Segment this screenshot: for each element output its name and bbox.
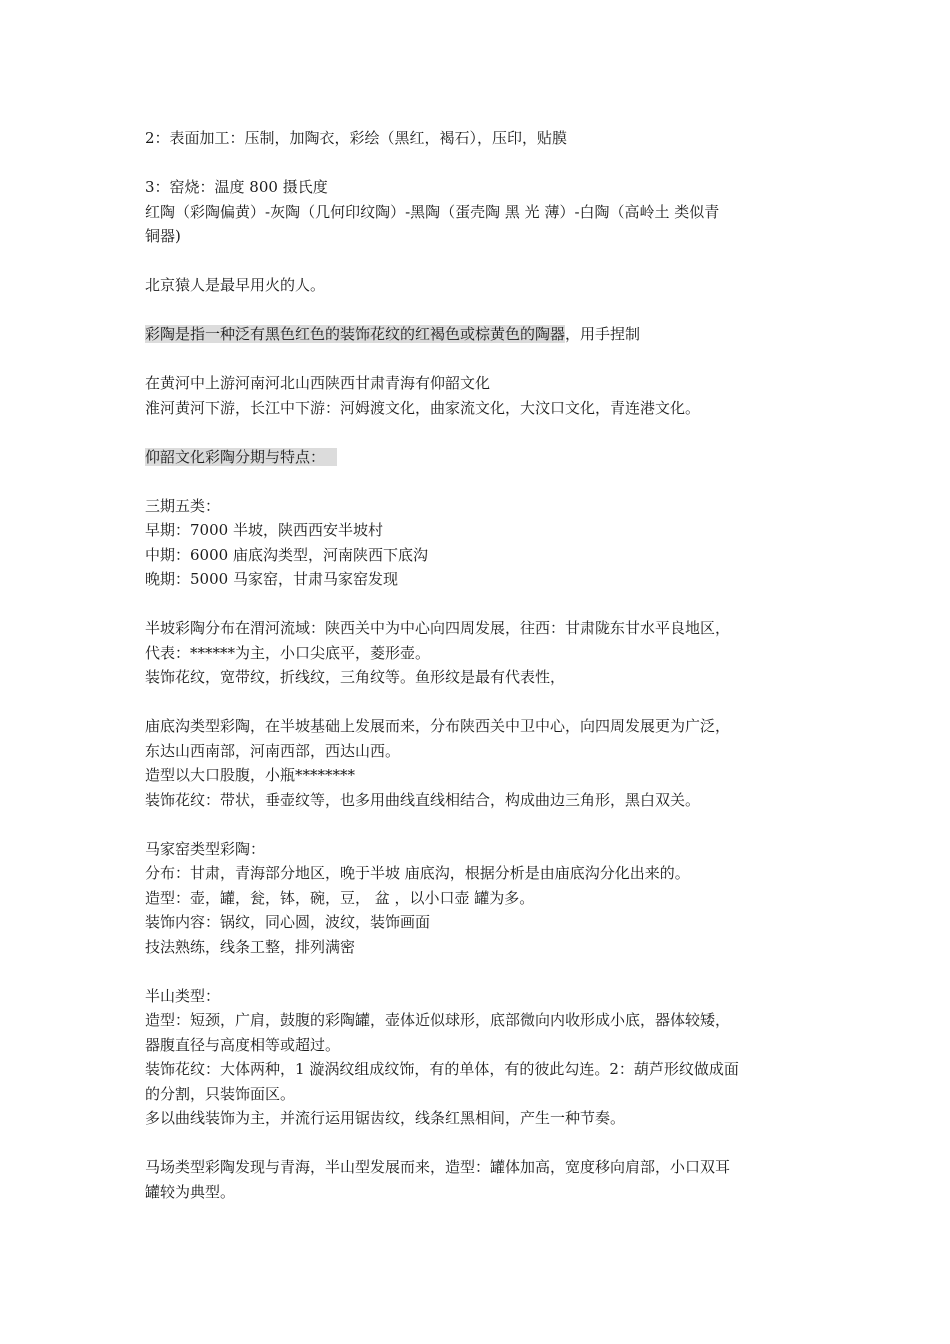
paragraph-gap <box>145 469 810 494</box>
text-line: 装饰花纹：带状，垂壶纹等，也多用曲线直线相结合，构成曲边三角形，黑白双关。 <box>145 790 701 809</box>
paragraph-gap <box>145 812 810 837</box>
highlighted-paragraph <box>145 322 810 347</box>
text-line: 代表：******为主，小口尖底平，菱形壶。 <box>145 643 431 662</box>
text-line-tail: ，用手捏制 <box>565 325 641 343</box>
text-line: 罐较为典型。 <box>145 1182 236 1201</box>
text-line: 马场类型彩陶发现与青海，半山型发展而来，造型：罐体加高，宽度移向肩部，小口双耳 <box>145 1158 731 1176</box>
text-line: 东达山西南部，河南西部，西达山西。 <box>145 741 401 760</box>
highlighted-text: 彩陶是指一种泛有黑色红色的装饰花纹的红褐色或棕黄色的陶器 <box>145 325 566 343</box>
text-line: 技法熟练，线条工整，排列满密 <box>145 937 356 956</box>
text-line: 造型：短颈，广肩，鼓腹的彩陶罐，壶体近似球形，底部微向内收形成小底，器体较矮， <box>145 1011 731 1029</box>
text-line: 装饰花纹，宽带纹，折线纹，三角纹等。鱼形纹是最有代表性， <box>145 668 566 686</box>
text-line: 三期五类： <box>145 496 221 515</box>
text-line: 2：表面加工：压制，加陶衣，彩绘（黑红，褐石），压印，贴膜 <box>145 129 568 147</box>
text-line: 中期：6000 庙底沟类型，河南陕西下底沟 <box>145 545 428 564</box>
document-page <box>145 126 810 1204</box>
text-line: 器腹直径与高度相等或超过。 <box>145 1035 341 1054</box>
text-line: 分布：甘肃，青海部分地区，晚于半坡 庙底沟，根据分析是由庙底沟分化出来的。 <box>145 864 690 882</box>
text-line: 造型：壶，罐，瓮，钵，碗，豆， 盆 ，以小口壶 罐为多。 <box>145 888 535 907</box>
paragraph-gap <box>145 347 810 372</box>
text-line: 在黄河中上游河南河北山西陕西甘肃青海有仰韶文化 <box>145 374 491 392</box>
text-line: 3：窑烧：温度 800 摄氏度 <box>145 178 328 196</box>
text-line: 北京猿人是最早用火的人。 <box>145 276 326 294</box>
paragraph-gap <box>145 298 810 323</box>
text-line: 装饰内容：锅纹，同心圆，波纹，装饰画面 <box>145 913 431 931</box>
text-line: 马家窑类型彩陶： <box>145 839 266 858</box>
section-heading-line <box>145 445 810 470</box>
paragraph-gap <box>145 1131 810 1156</box>
text-line: 早期：7000 半坡，陕西西安半坡村 <box>145 521 383 539</box>
section-heading: 仰韶文化彩陶分期与特点： <box>145 448 337 466</box>
text-line: 红陶（彩陶偏黄）-灰陶（几何印纹陶）-黑陶（蛋壳陶 黑 光 薄）-白陶（高岭土 类似青 <box>145 202 720 221</box>
text-line: 装饰花纹：大体两种，1 漩涡纹组成纹饰，有的单体，有的彼此勾连。2：葫芦形纹做成面 <box>145 1060 739 1078</box>
text-line: 晚期：5000 马家窑，甘肃马家窑发现 <box>145 570 398 588</box>
text-line: 的分割，只装饰面区。 <box>145 1084 296 1103</box>
paragraph-gap <box>145 420 810 445</box>
paragraph-gap <box>145 592 810 617</box>
paragraph-gap <box>145 690 810 715</box>
text-line: 造型以大口股腹，小瓶******** <box>145 766 356 784</box>
text-line: 淮河黄河下游，长江中下游：河姆渡文化，曲家流文化，大汶口文化，青连港文化。 <box>145 398 701 417</box>
text-line: 半坡彩陶分布在渭河流域：陕西关中为中心向四周发展，往西：甘肃陇东甘水平良地区， <box>145 619 731 637</box>
paragraph-gap <box>145 249 810 274</box>
paragraph-gap <box>145 959 810 984</box>
paragraph-gap <box>145 151 810 176</box>
text-line: 庙底沟类型彩陶，在半坡基础上发展而来，分布陕西关中卫中心，向四周发展更为广泛， <box>145 717 731 735</box>
text-line: 半山类型： <box>145 986 221 1005</box>
text-line: 多以曲线装饰为主，并流行运用锯齿纹，线条红黑相间，产生一种节奏。 <box>145 1109 626 1127</box>
text-line: 铜器) <box>145 227 181 245</box>
